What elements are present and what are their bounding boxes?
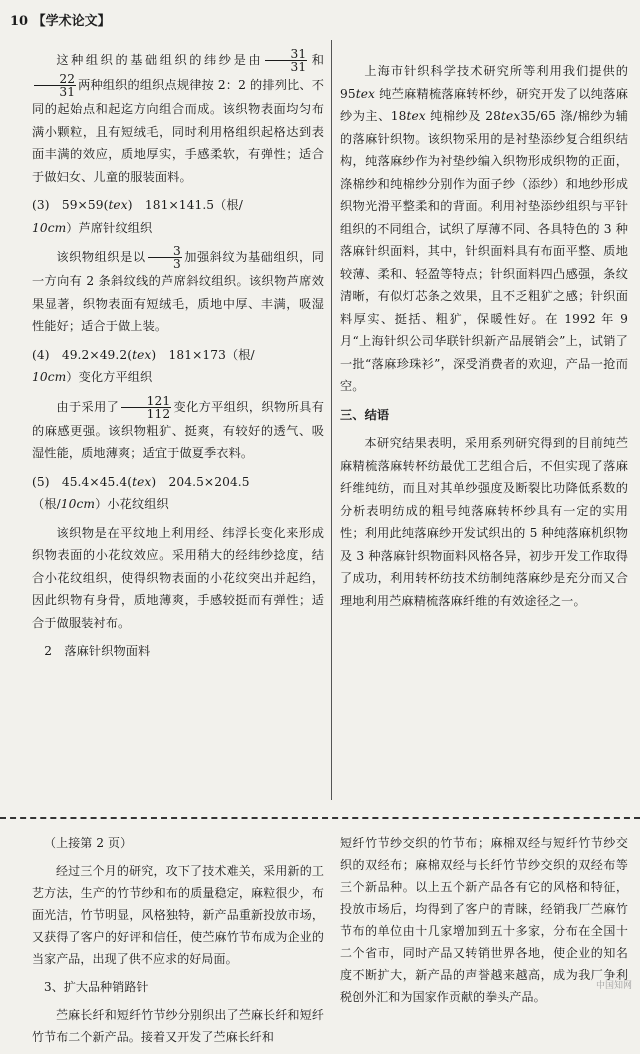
text-run: ）变化方平组织 (66, 370, 153, 384)
bottom-left-column (32, 832, 324, 1054)
subsection-4-heading (32, 344, 324, 389)
text-run: ) 181×173（根/ (151, 347, 255, 362)
page-number: 10 (10, 14, 29, 29)
text-run: 两种组织的组织点规律按 2：2 的排列比、不同的起始点和起迄方向组合而成。该织物表面均匀布满小颗粒，且有短绒毛，同时利用格组织起格达到表面丰满的效应，质地厚实，手感柔软，有弹性；适合于做妇女、儿童的服装面料。 (32, 78, 324, 184)
unit: tex (406, 109, 426, 123)
section-label: 【学术论文】 (32, 14, 111, 29)
page-header (10, 10, 111, 29)
denominator: 3 (172, 257, 181, 271)
unit: 10cm (32, 220, 67, 235)
denominator: 112 (146, 406, 171, 421)
text-run: 加强斜纹为基础组织，同一方向有 2 条斜纹线的芦席斜纹组织。该织物芦席效果显著，织物表面有短绒毛，质地中厚、丰满，吸湿性能好；适合于做上装。 (32, 250, 324, 333)
text-run: ) 204.5×204.5 (151, 474, 250, 489)
paragraph-hopsack (32, 395, 324, 465)
paragraph-research: 经过三个月的研究，攻下了技术难关，采用新的工艺方法，生产的竹节纱和布的质量稳定，麻粒很少，布面光洁，竹节明显，风格独特，新产品重新投放市场，又获得了客户的好评和信任，使苎麻竹节布成为企业的当家产品，出现了供不应求的好局面。 (32, 864, 324, 966)
section-3-heading: 三、结语 (340, 407, 390, 422)
paragraph-products: 苎麻长纤和短纤竹节纱分别织出了苎麻长纤和短纤竹节布二个新产品。接着又开发了苎麻长纤和 (32, 1008, 324, 1044)
fraction (265, 48, 307, 73)
text-run: 变化方平组织，织物所具有的麻感更强。该织物粗犷、挺爽，有较好的透气、吸湿性能，质地薄爽；适宜于做夏季衣料。 (32, 399, 325, 460)
text-run: 由于采用了 (56, 399, 120, 414)
subsection-5-heading (32, 471, 324, 516)
numerator: 31 (265, 48, 307, 61)
section-2-heading: 2 落麻针织物面料 (44, 644, 151, 658)
watermark: 中国知网 (595, 981, 632, 991)
left-column (32, 48, 324, 669)
fraction (121, 395, 171, 420)
paragraph-reed-twill (32, 245, 324, 338)
text-run: 35/65 涤/棉纱为辅的落麻针织物。该织物采用的是衬垫添纱复合组织结构，纯落麻纱作为衬垫纱编入织物形成织物的正面，涤棉纱和纯棉纱分别作为面子纱（添纱）和地纱形成织物光滑平整柔和的背面。利用衬垫添纱组织与平针组织的不同组合，试织了厚薄不同、各具特色的 3 种落麻针织面料，其中，针织面料具有布面平整、质地较薄、柔和、轻盈等特点；针织面料四凸感强，条纹清晰，有似灯芯条之效果，且不乏粗犷之感；针织面料厚实、挺括、粗犷，保暖性好。在 1992 年 9 月“上海针织公司华联针织新产品展销会”上，试销了一批“落麻珍珠衫”，深受消费者的欢迎，产品一抢而空。 (340, 109, 628, 393)
text-run: （根/ (32, 497, 61, 511)
subsection-3-heading (32, 194, 324, 239)
paragraph-small-pattern: 该织物是在平纹地上利用经、纬浮长变化来形成织物表面的小花纹效应。采用稍大的经纬纱捻度，结合小花纹组织，使得织物表面的小花纹突出并起绉，因此织物有身骨，质地薄爽，手感较挺而有弹性；适合于做服装衬布。 (32, 525, 324, 630)
fraction (34, 73, 76, 98)
unit: tex (108, 198, 128, 212)
subsection-heading: 3、扩大品种销路针 (44, 980, 149, 994)
text-run: 和 (309, 53, 324, 67)
text-run: (5) 45.4×45.4( (32, 474, 133, 489)
text-run: ）小花纹组织 (95, 497, 169, 511)
paragraph-knit-fabric (340, 60, 628, 398)
unit: tex (132, 347, 152, 362)
section-divider (0, 817, 640, 819)
right-column (340, 60, 628, 618)
unit: tex (501, 109, 521, 123)
unit: 10cm (32, 370, 67, 384)
text-run: ）芦席针纹组织 (66, 220, 153, 235)
paragraph-conclusion: 本研究结果表明，采用系列研究得到的目前纯苎麻精梳落麻转杯纺最优工艺组合后，不但实现了落麻纤维纯纺，而且对其单纱强度及断裂比功降低系数的分析表明纺成的粗号纯落麻转杯纱具有一定的实用性；利用此纯落麻纱开发试织出的 5 种纯落麻机织物及 3 种落麻针织物面料风格各异，初步开发工作取得了成功，利用转杯纺技术纺制纯落麻纱是充分而又合理地利用苎麻精梳落麻纤维的有效途径之一。 (340, 436, 628, 608)
paragraph-weft-structure (32, 48, 324, 188)
text-run: ) 181×141.5（根/ (127, 198, 243, 212)
denominator: 31 (290, 60, 307, 74)
unit: 10cm (60, 497, 96, 511)
text-run: (3) 59×59( (32, 198, 109, 212)
bottom-right-column (340, 832, 628, 1014)
unit: tex (355, 86, 376, 101)
text-run: 该织物组织是以 (56, 250, 146, 264)
text-run: 纯苎麻精梳落麻转杯纱，研究开发了以纯落麻纱为主、18 (340, 86, 628, 123)
continuation-note: （上接第 2 页） (44, 836, 133, 850)
text-run: 纯棉纱及 28 (425, 109, 502, 123)
text-run: 这种组织的基础组织的纬纱是由 (56, 53, 264, 67)
unit: tex (132, 474, 152, 489)
text-run: 上海市针织科学技术研究所等利用我们提供的 95 (340, 64, 628, 101)
numerator: 3 (148, 245, 182, 258)
denominator: 31 (59, 85, 76, 99)
text-run: (4) 49.2×49.2( (32, 347, 133, 362)
fraction (148, 245, 182, 270)
numerator: 22 (34, 73, 76, 86)
paragraph-products-cont: 短纤竹节纱交织的竹节布；麻棉双经与短纤竹节纱交织的双经布；麻棉双经与长纤竹节纱交织的双经布等三个新品种。以上五个新产品各有它的风格和特征，投放市场后，均得到了客户的青睐，经销我厂苎麻竹节布的单位由十几家增加到五十多家，分布在全国十二个省市，同时产品又转销世界各地，使企业的知名度不断扩大，新产品的声誉越来越高，成为我厂争利税创外汇和为国家作贡献的拳头产品。 (340, 836, 628, 1004)
numerator: 121 (121, 395, 171, 408)
column-divider (331, 40, 332, 800)
